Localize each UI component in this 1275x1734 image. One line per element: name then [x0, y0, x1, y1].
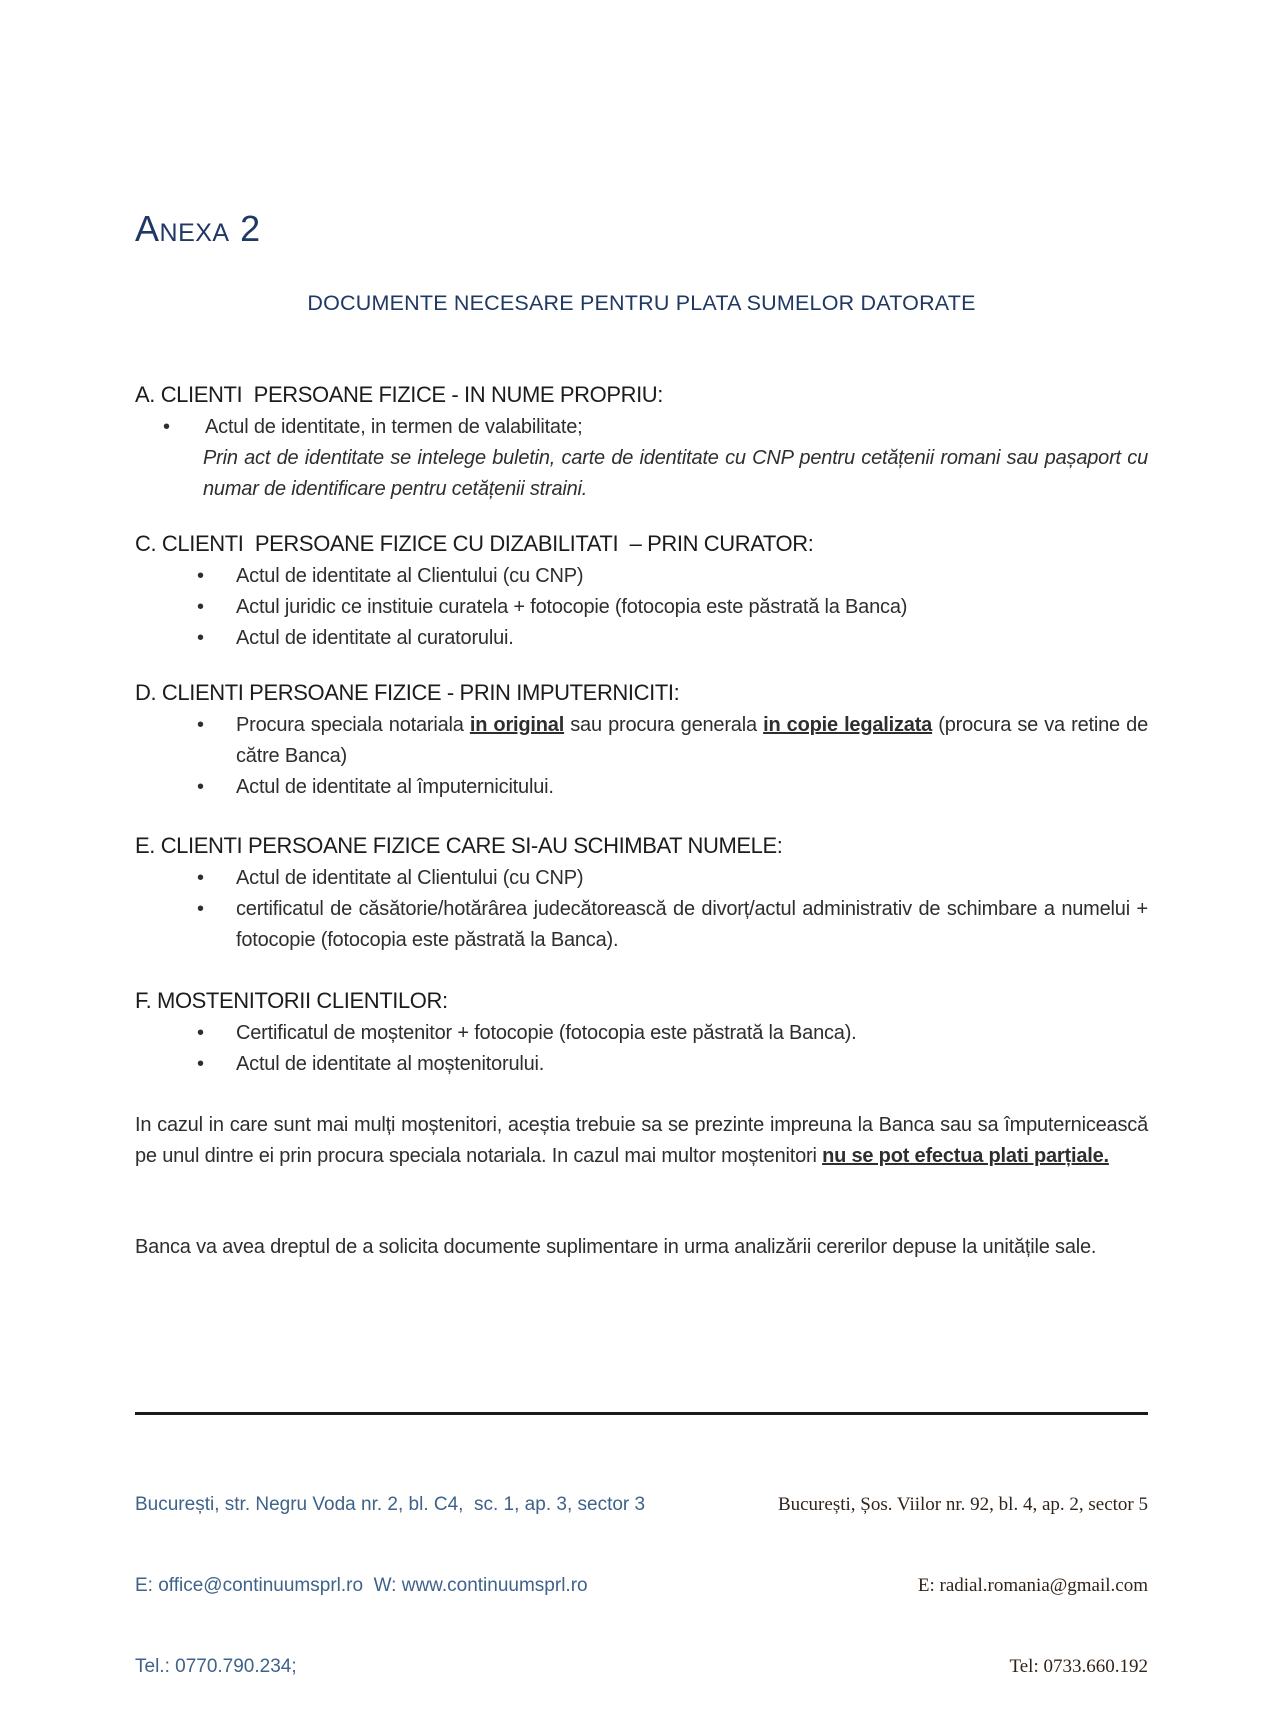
- section-f: [135, 984, 1148, 1080]
- paragraph-text: In cazul in care sunt mai mulți moștenitori, aceștia trebuie sa se prezinte impreuna la Banca sau sa împuternicească pe unul dintre ei prin procura speciala notariala. In cazul mai multor moștenitori: [135, 1114, 1148, 1167]
- footer-divider: [135, 1412, 1148, 1415]
- section-f-heading: F. MOSTENITORII CLIENTILOR:: [135, 988, 448, 1013]
- bullet-text: (procura se va retine de către Banca): [236, 714, 1149, 767]
- footer-right-address: București, Șos. Viilor nr. 92, bl. 4, ap. 2, sector 5: [777, 1494, 1148, 1515]
- section-f-list: [135, 1018, 1148, 1080]
- section-d-list: [135, 710, 1148, 803]
- bullet-text: Actul de identitate al Clientului (cu CNP): [236, 867, 584, 889]
- section-c-heading: C. CLIENTI PERSOANE FIZICE CU DIZABILITATI – PRIN CURATOR:: [135, 531, 814, 556]
- emphasis-underlined: in copie legalizata: [763, 714, 933, 736]
- bullet-text: Actul de identitate al împuternicitului.: [236, 776, 554, 798]
- emphasis-underlined: in original: [469, 714, 565, 736]
- bullet-item: [135, 592, 1148, 623]
- footer-left-address: București, str. Negru Voda nr. 2, bl. C4, sc. 1, ap. 3, sector 3: [135, 1494, 646, 1515]
- section-e-heading: E. CLIENTI PERSOANE FIZICE CARE SI-AU SCHIMBAT NUMELE:: [135, 833, 783, 858]
- footer-right-column: [778, 1437, 1148, 1734]
- section-a: [135, 378, 1148, 505]
- bullet-item: [135, 894, 1148, 956]
- bullet-text: certificatul de căsătorie/hotărârea judecătorească de divorț/actul administrativ de schimbare a numelui + fotocopie (fotocopia este păstrată la Banca).: [236, 898, 1148, 951]
- section-e-list: [135, 863, 1148, 956]
- footer-right-email: E: radial.romania@gmail.com: [917, 1575, 1148, 1596]
- paragraph-bank-rights: Banca va avea dreptul de a solicita documente suplimentare in urma analizării cererilor depuse la unitățile sale.: [135, 1236, 1097, 1258]
- footer-right-phone: Tel: 0733.660.192: [1009, 1656, 1148, 1677]
- bullet-item: [135, 623, 1148, 654]
- bullet-text: Actul de identitate al curatorului.: [236, 627, 514, 649]
- section-d: [135, 676, 1148, 803]
- footer: [135, 1437, 1148, 1734]
- bullet-item: [135, 1018, 1148, 1049]
- section-a-heading: A. CLIENTI PERSOANE FIZICE - IN NUME PROPRIU:: [135, 382, 664, 407]
- bullet-item: [135, 863, 1148, 894]
- bullet-item: [135, 561, 1148, 592]
- bullet-text: Actul juridic ce instituie curatela + fotocopie (fotocopia este păstrată la Banca): [236, 596, 908, 618]
- bullet-item: [135, 772, 1148, 803]
- bullet-text: Actul de identitate, in termen de valabilitate;: [205, 416, 583, 438]
- bullet-text: Procura speciala notariala: [236, 714, 470, 736]
- bullet-item: [135, 710, 1148, 772]
- section-d-heading: D. CLIENTI PERSOANE FIZICE - PRIN IMPUTERNICITI:: [135, 680, 680, 705]
- bullet-text: Certificatul de moștenitor + fotocopie (fotocopia este păstrată la Banca).: [236, 1022, 857, 1044]
- footer-left-contact: E: office@continuumsprl.ro W: www.continuumsprl.ro: [135, 1575, 588, 1596]
- bullet-item: [135, 412, 1148, 443]
- section-a-list: [135, 412, 1148, 443]
- section-e: [135, 829, 1148, 956]
- footer-left-column: [135, 1437, 645, 1734]
- anexa-heading: Anexa 2: [135, 208, 261, 249]
- section-c: [135, 527, 1148, 654]
- paragraph-heirs: [135, 1110, 1148, 1172]
- footer-left-phone: Tel.: 0770.790.234;: [135, 1656, 297, 1677]
- bullet-text: Actul de identitate al moștenitorului.: [236, 1053, 545, 1075]
- section-c-list: [135, 561, 1148, 654]
- bullet-text: sau procura generala: [564, 714, 764, 736]
- bullet-text: Actul de identitate al Clientului (cu CNP): [236, 565, 584, 587]
- document-title: DOCUMENTE NECESARE PENTRU PLATA SUMELOR DATORATE: [307, 291, 976, 315]
- bullet-item: [135, 1049, 1148, 1080]
- emphasis-underlined: nu se pot efectua plati parțiale.: [822, 1145, 1109, 1167]
- section-a-note: Prin act de identitate se intelege buletin, carte de identitate cu CNP pentru cetățenii romani sau pașaport cu numar de identificare pentru cetățenii straini.: [203, 447, 1148, 500]
